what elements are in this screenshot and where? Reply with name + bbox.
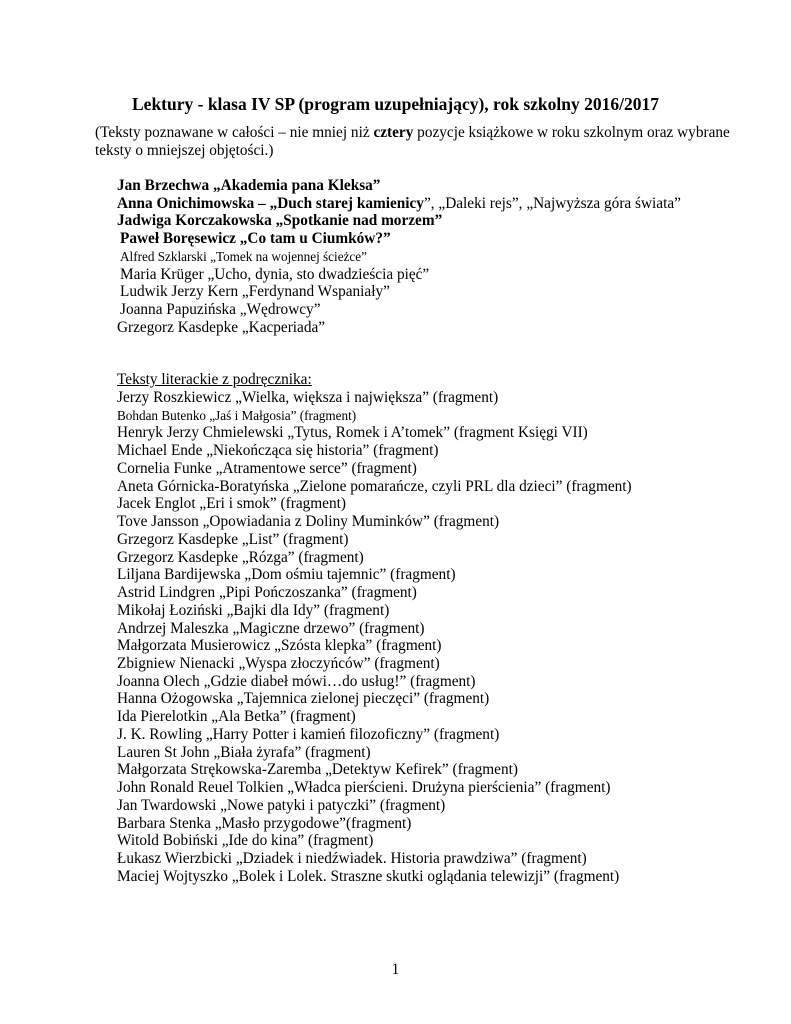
textbook-item: Aneta Górnicka-Boratyńska „Zielone pomarańcze, czyli PRL dla dzieci” (fragment) [117,477,632,495]
intro-text-before: (Teksty poznawane w całości – nie mniej niż [95,124,374,141]
required-reading-item [117,212,717,230]
intro-text-after: pozycje książkowe w roku szkolnym oraz wybrane teksty o mniejszej objętości.) [95,124,730,159]
textbook-item: Maciej Wojtyszko „Bolek i Lolek. Straszne skutki oglądania telewizji” (fragment) [117,867,620,885]
required-reading-item [117,319,717,337]
textbook-item: Tove Jansson „Opowiadania z Doliny Muminków” (fragment) [117,513,500,531]
textbook-texts-list [117,389,757,886]
textbook-item: Bohdan Butenko „Jaś i Małgosia” (fragment) [117,407,357,423]
reading-text: Paweł Boręsewicz „Co tam u Ciumków?” [120,230,391,248]
textbook-item: Zbigniew Nienacki „Wyspa złoczyńców” (fragment) [117,655,440,673]
textbook-item: Barbara Stenka „Masło przygodowe”(fragment) [117,814,412,832]
textbook-item: Ida Pierelotkin „Ala Betka” (fragment) [117,708,356,726]
reading-text: Ludwik Jerzy Kern „Ferdynand Wspaniały” [120,283,390,301]
page-title: Lektury - klasa IV SP (program uzupełniający), rok szkolny 2016/2017 [132,94,659,114]
textbook-item: Małgorzata Musierowicz „Szósta klepka” (fragment) [117,637,442,655]
page-number: 1 [391,961,400,978]
textbook-item: Hanna Ożogowska „Tajemnica zielonej pieczęci” (fragment) [117,690,490,708]
textbook-item: Liljana Bardijewska „Dom ośmiu tajemnic” (fragment) [117,566,456,584]
textbook-item: Małgorzata Strękowska-Zaremba „Detektyw Kefirek” (fragment) [117,761,518,779]
required-reading-item [117,248,717,266]
textbook-item: Witold Bobiński „Ide do kina” (fragment) [117,832,374,850]
reading-text: Jan Brzechwa „Akademia pana Kleksa” [117,177,381,194]
textbook-item: Jan Twardowski „Nowe patyki i patyczki” (fragment) [117,796,446,814]
reading-text-rest: ”, „Daleki rejs”, „Najwyższa góra świata” [423,194,681,212]
textbook-item: Astrid Lindgren „Pipi Pończoszanka” (fragment) [117,584,417,602]
textbook-item: J. K. Rowling „Harry Potter i kamień filozoficzny” (fragment) [117,725,500,743]
textbook-section-heading: Teksty literackie z podręcznika: [117,371,312,388]
textbook-item: John Ronald Reuel Tolkien „Władca pierścieni. Drużyna pierścienia” (fragment) [117,779,611,797]
textbook-item: Henryk Jerzy Chmielewski „Tytus, Romek i A’tomek” (fragment Księgi VII) [117,424,588,442]
reading-text-bold: Anna Onichimowska – „Duch starej kamienicy [117,194,424,212]
textbook-item: Joanna Olech „Gdzie diabeł mówi…do usług!” (fragment) [117,672,476,690]
required-readings-list [117,177,717,336]
reading-text: Alfred Szklarski „Tomek na wojennej ścieżce” [120,248,367,264]
reading-text: Joanna Papuzińska „Wędrowcy” [120,300,321,318]
intro-paragraph [95,124,735,160]
textbook-item: Cornelia Funke „Atramentowe serce” (fragment) [117,459,417,477]
textbook-item: Grzegorz Kasdepke „List” (fragment) [117,530,349,548]
textbook-item: Lauren St John „Biała żyrafa” (fragment) [117,743,371,761]
required-reading-item [117,177,717,195]
textbook-item: Grzegorz Kasdepke „Rózga” (fragment) [117,548,364,566]
reading-text: Grzegorz Kasdepke „Kacperiada” [117,318,326,336]
required-reading-item [117,266,717,284]
textbook-item: Mikołaj Łoziński „Bajki dla Idy” (fragment) [117,601,390,619]
required-reading-item [117,230,717,248]
textbook-item: Łukasz Wierzbicki „Dziadek i niedźwiadek. Historia prawdziwa” (fragment) [117,850,587,868]
textbook-item: Jerzy Roszkiewicz „Wielka, większa i największa” (fragment) [117,389,499,406]
intro-emphasis: cztery [373,124,414,141]
required-reading-item [117,301,717,319]
reading-text: Maria Krüger „Ucho, dynia, sto dwadzieścia pięć” [120,265,430,283]
textbook-item: Andrzej Maleszka „Magiczne drzewo” (fragment) [117,619,425,637]
required-reading-item [117,283,717,301]
required-reading-item [117,195,717,213]
textbook-item: Michael Ende „Niekończąca się historia” (fragment) [117,442,439,460]
textbook-item: Jacek Englot „Eri i smok” (fragment) [117,495,346,513]
reading-text: Jadwiga Korczakowska „Spotkanie nad morzem” [117,212,443,230]
